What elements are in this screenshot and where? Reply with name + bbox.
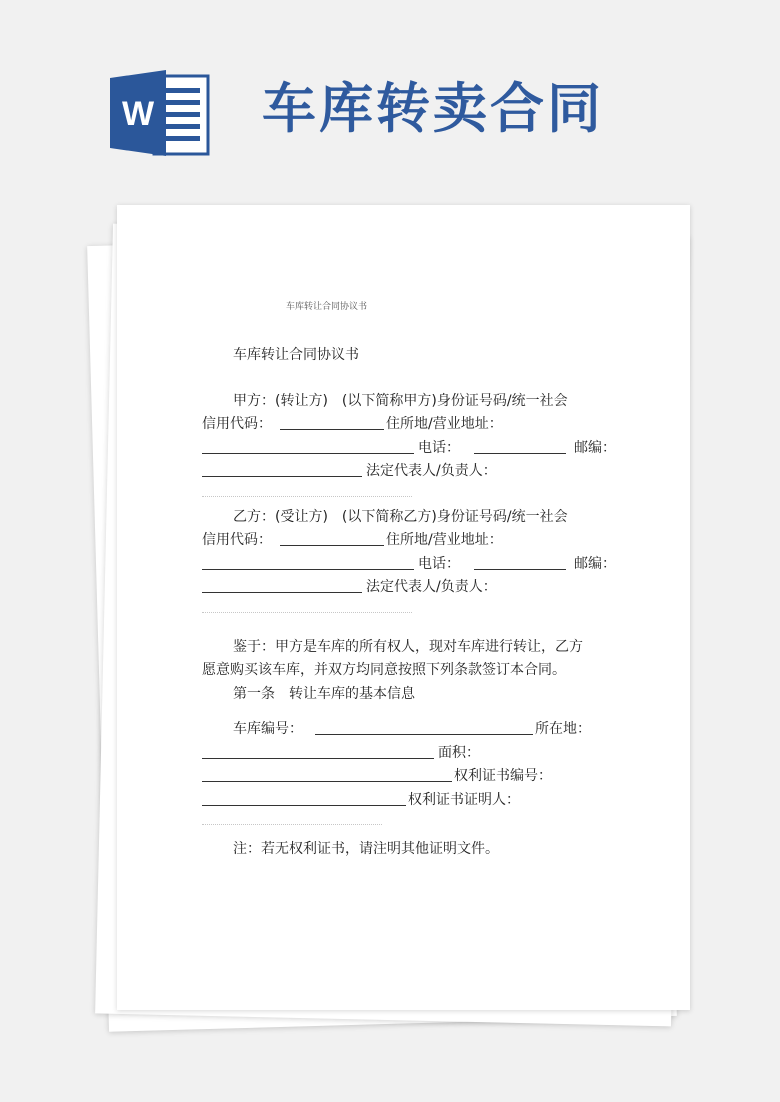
party-b-line-1: 乙方：(受让方) (以下简称乙方)身份证号码/统一社会 <box>233 508 568 525</box>
garage-line-2 <box>202 742 622 766</box>
address-label: 住所地/营业地址： <box>386 532 503 548</box>
party-a-line-1: 甲方：(转让方) (以下简称甲方)身份证号码/统一社会 <box>233 392 568 409</box>
article-1-title: 第一条 转让车库的基本信息 <box>233 685 415 702</box>
address-blank <box>202 439 414 454</box>
credit-code-blank <box>280 415 384 430</box>
garage-line-4 <box>202 789 622 813</box>
party-b-line-2 <box>202 529 622 553</box>
document-running-header: 车库转让合同协议书 <box>286 302 368 312</box>
cert-number-blank <box>202 791 406 806</box>
credit-code-blank <box>280 531 384 546</box>
party-b-line-3 <box>202 553 622 577</box>
cert-number-label: 权利证书编号： <box>454 768 552 784</box>
banner-title: 车库转卖合同 <box>262 77 604 140</box>
dotted-separator <box>202 612 412 613</box>
party-a-line-4 <box>202 460 622 484</box>
party-b-line-4 <box>202 576 622 600</box>
garage-number-blank <box>315 720 533 735</box>
garage-number-label: 车库编号： <box>233 721 303 737</box>
address-label: 住所地/营业地址： <box>386 416 503 432</box>
note-line: 注：若无权利证书，请注明其他证明文件。 <box>233 841 499 857</box>
phone-blank <box>474 439 566 454</box>
garage-line-3 <box>202 765 622 789</box>
phone-label: 电话： <box>418 555 460 572</box>
area-label: 面积： <box>438 744 480 761</box>
address-blank <box>202 555 414 570</box>
party-a-line-2 <box>202 413 622 437</box>
postcode-blank <box>202 462 362 477</box>
word-icon <box>110 70 210 156</box>
garage-line-1 <box>202 718 622 742</box>
postcode-blank <box>202 578 362 593</box>
cert-holder-label: 权利证书证明人： <box>408 791 520 808</box>
document-title: 车库转让合同协议书 <box>233 347 359 363</box>
party-a-line-3 <box>202 437 622 461</box>
document-body <box>202 344 622 862</box>
postcode-label: 邮编： <box>574 439 616 456</box>
representative-label: 法定代表人/负责人： <box>366 579 497 595</box>
phone-blank <box>474 555 566 570</box>
recital-line-2: 愿意购买该车库，并双方均同意按照下列条款签订本合同。 <box>202 662 566 678</box>
recital-line-1: 鉴于：甲方是车库的所有权人，现对车库进行转让，乙方 <box>233 638 583 655</box>
area-blank <box>202 767 452 782</box>
postcode-label: 邮编： <box>574 555 616 572</box>
dotted-separator <box>202 824 382 825</box>
location-label: 所在地： <box>535 721 591 737</box>
credit-code-label: 信用代码： <box>202 532 272 548</box>
representative-label: 法定代表人/负责人： <box>366 463 497 479</box>
credit-code-label: 信用代码： <box>202 416 272 432</box>
phone-label: 电话： <box>418 439 460 456</box>
dotted-separator <box>202 496 412 497</box>
word-icon-letter: W <box>121 95 155 133</box>
location-blank <box>202 744 434 759</box>
